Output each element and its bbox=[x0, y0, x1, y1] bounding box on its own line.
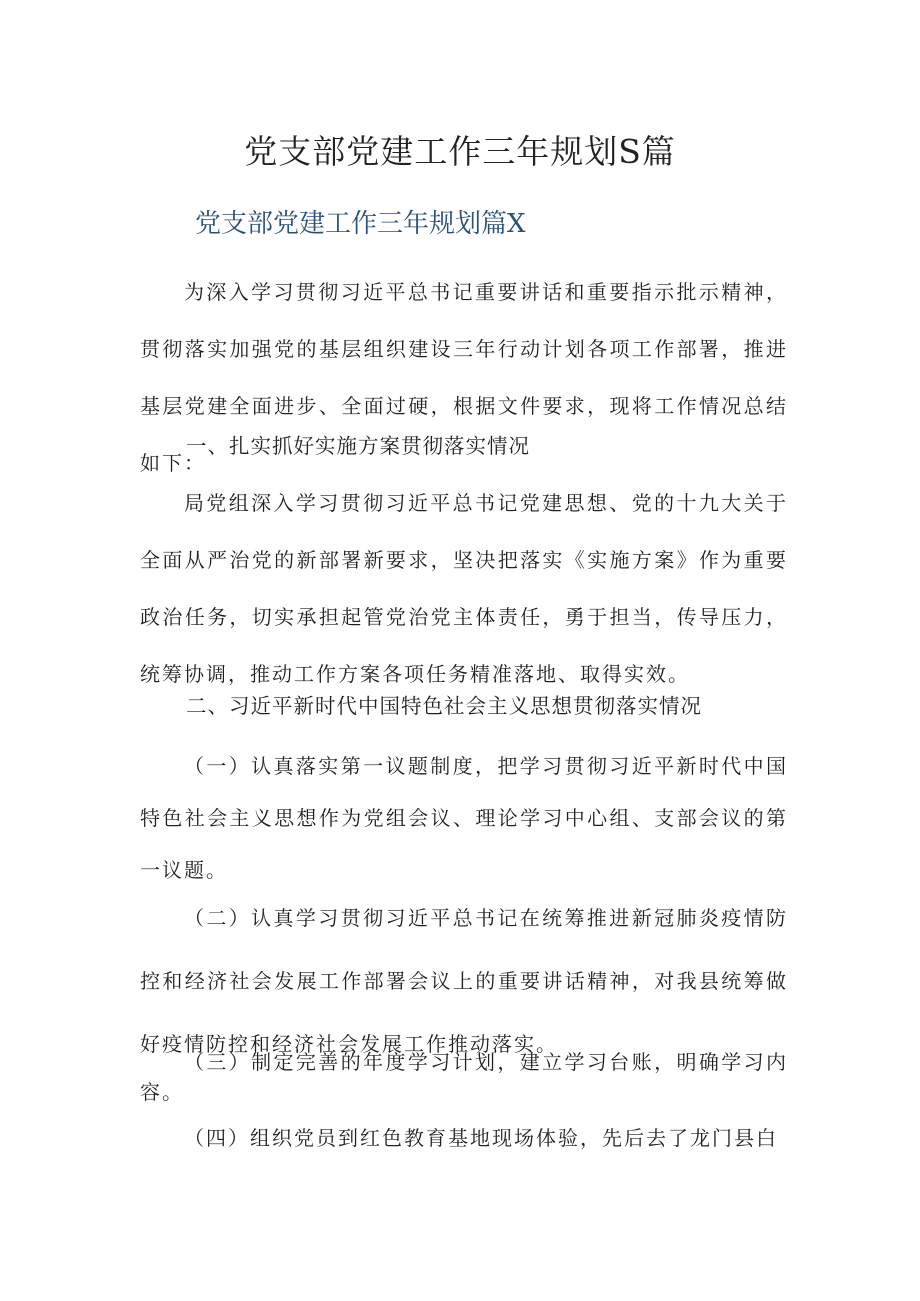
document-subtitle: 党支部党建工作三年规划篇X bbox=[195, 209, 526, 239]
item-1-paragraph: （一）认真落实第一议题制度，把学习贯彻习近平新时代中国特色社会主义思想作为党组会议、理论学习中心组、支部会议的第一议题。 bbox=[140, 754, 788, 882]
intro-paragraph: 为深入学习贯彻习近平总书记重要讲话和重要指示批示精神，贯彻落实加强党的基层组织建设三年行动计划各项工作部署，推进基层党建全面进步、全面过硬，根据文件要求，现将工作情况总结如下： bbox=[140, 280, 788, 475]
section-1-body: 局党组深入学习贯彻习近平总书记党建思想、党的十九大关于全面从严治党的新部署新要求，坚决把落实《实施方案》作为重要政治任务，切实承担起管党治党主体责任，勇于担当，传导压力，统筹协调，推动工作方案各项任务精准落地、取得实效。 bbox=[140, 491, 788, 686]
section-2-heading: 二、习近平新时代中国特色社会主义思想贯彻落实情况 bbox=[186, 694, 702, 718]
item-2-paragraph: （二）认真学习贯彻习近平总书记在统筹推进新冠肺炎疫情防控和经济社会发展工作部署会议上的重要讲话精神，对我县统筹做好疫情防控和经济社会发展工作推动落实。 bbox=[140, 906, 788, 1056]
item-4-paragraph: （四）组织党员到红色教育基地现场体验，先后去了龙门县白 bbox=[184, 1126, 778, 1150]
section-1-heading: 一、扎实抓好实施方案贯彻落实情况 bbox=[186, 434, 530, 458]
document-title: 党支部党建工作三年规划S篇 bbox=[244, 132, 676, 171]
item-3-paragraph: （三）制定完善的年度学习计划，建立学习台账，明确学习内容。 bbox=[140, 1050, 788, 1104]
